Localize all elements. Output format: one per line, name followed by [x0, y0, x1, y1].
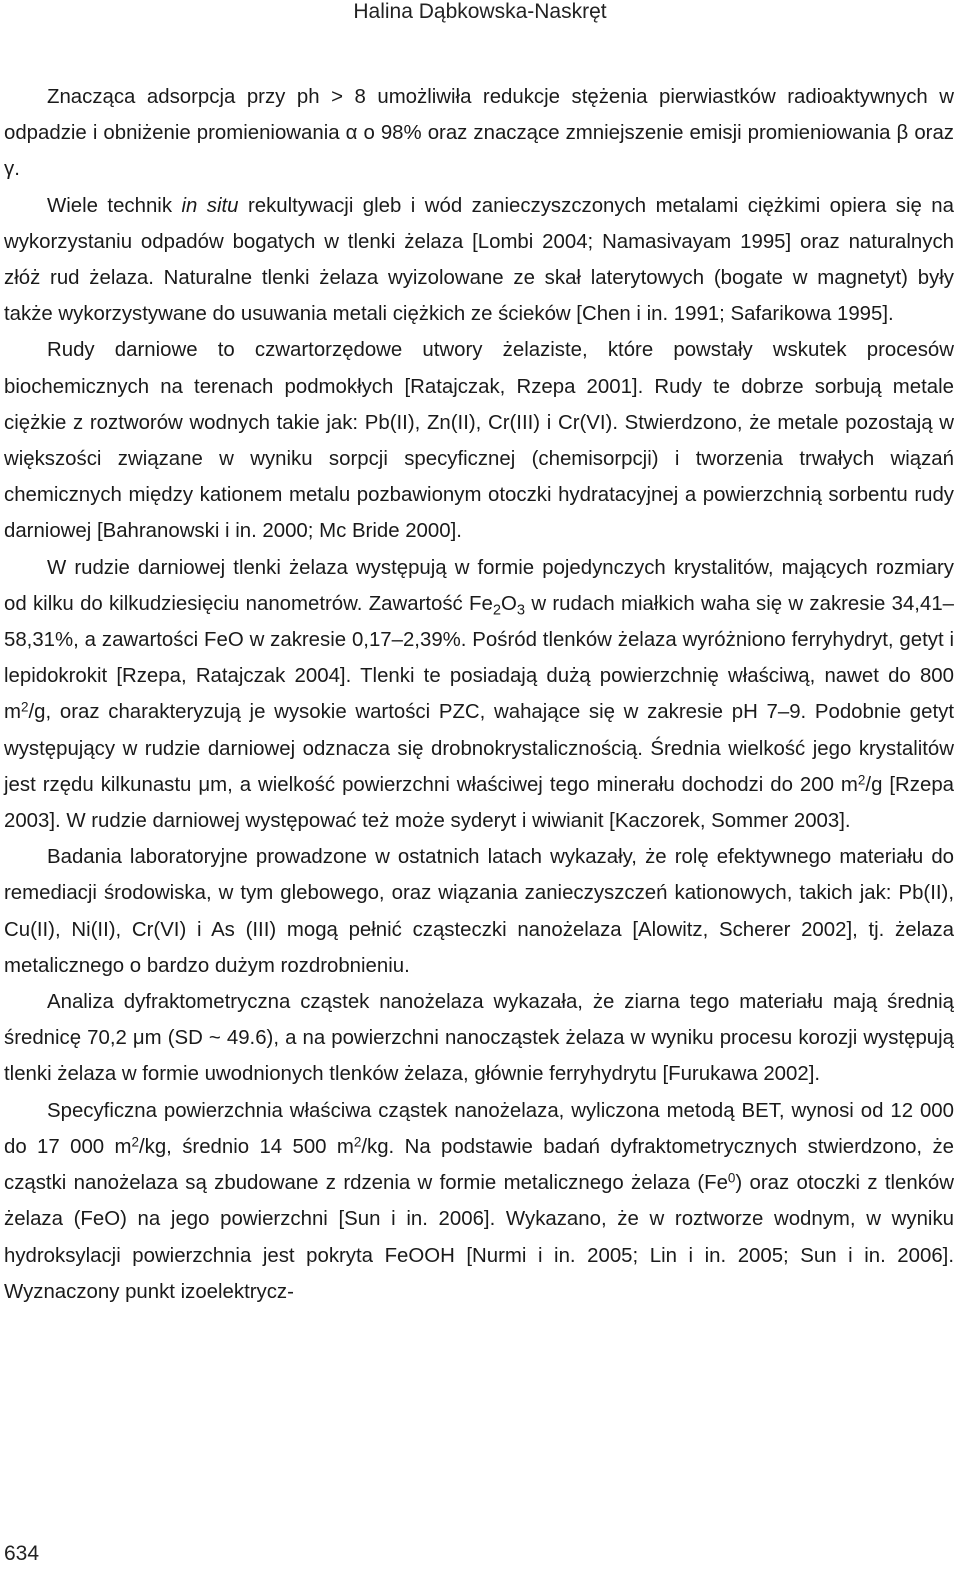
paragraph-in-situ-remediation [4, 188, 954, 333]
text-run: /kg, średnio 14 500 m [138, 1135, 354, 1158]
paragraph-bog-iron-ores: Rudy darniowe to czwartorzędowe utwory żelaziste, które powstały wskutek procesów biochemicznych na terenach podmokłych [Ratajczak, Rzepa 2001]. Rudy te dobrze sorbują metale ciężkie z roztworów wodnych takie jak: Pb(II), Zn(II), Cr(III) i Cr(VI). Stwierdzono, że metale pozostają w większości związane w wyniku sorpcji specyficznej (chemisorpcji) i tworzenia trwałych wiązań chemicznych między kationem metalu pozbawionym otoczki hydratacyjnej a powierzchnią sorbentu rudy darniowej [Bahranowski i in. 2000; Mc Bride 2000]. [4, 339, 954, 543]
text-run: Wiele technik [47, 194, 182, 217]
running-head-author: Halina Dąbkowska-Naskręt [353, 0, 607, 23]
page-number: 634 [4, 1542, 40, 1565]
subscript: 2 [492, 602, 502, 619]
italic-term-in-situ: in situ [181, 194, 239, 217]
paragraph-diffractometric-analysis: Analiza dyfraktometryczna cząstek nanożelaza wykazała, że ziarna tego materiału mają średnią średnicę 70,2 μm (SD ~ 49.6), a na powierzchni nanocząstek żelaza w wyniku procesu korozji występują tlenki żelaza w formie uwodnionych tlenków żelaza, głównie ferryhydrytu [Furukawa 2002]. [4, 991, 954, 1086]
superscript: 2 [131, 1134, 139, 1150]
superscript: 2 [353, 1134, 362, 1150]
text-run: ) oraz otoczki z tlenków żelaza (FeO) na jego powierzchni [Sun i in. 2006]. Wykazano, że w roztworze wodnym, w wyniku hydroksylacji powierzchnia jest pokryta FeOOH [Nurmi i in. 2005; Lin i in. 2005; Sun i in. 2006]. Wyznaczony punkt izoelektrycz- [4, 1172, 954, 1303]
text-run: /g [Rzepa 2003]. W rudzie darniowej występować też może syderyt i wiwianit [Kaczorek, Sommer 2003]. [4, 773, 954, 833]
superscript: 2 [21, 700, 29, 715]
text-run: Specyficzna powierzchnia właściwa cząstek nanożelaza, wyliczona metodą BET, wynosi od 12 000 do 17 000 m [4, 1099, 954, 1158]
paragraph-lab-research: Badania laboratoryjne prowadzone w ostatnich latach wykazały, że rolę efektywnego materiału do remediacji środowiska, w tym glebowego, oraz wiązania zanieczyszczeń kationowych, takich jak: Pb(II), Cu(II), Ni(II), Cr(VI) i As (III) mogą pełnić cząsteczki nanożelaza [Alowitz, Scherer 2002], tj. żelaza metalicznego o bardzo dużym rozdrobnieniu. [4, 846, 954, 977]
paragraph-adsorption: Znacząca adsorpcja przy ph > 8 umożliwiła redukcje stężenia pierwiastków radioaktywnych w odpadzie i obniżenie promieniowania α o 98% oraz znaczące zmniejszenie emisji promieniowania β oraz γ. [4, 86, 954, 181]
paragraph-iron-oxides [4, 550, 954, 840]
text-run: /g, oraz charakteryzują je wysokie wartości PZC, wahające się w zakresie pH 7–9. Podobnie getyt występujący w rudzie darniowej odznacza się drobnokrystalicznością. Średnia wielkość jego krystalitów jest rzędu kilkunastu μm, a wielkość powierzchni właściwej tego minerału dochodzi do 200 m [4, 701, 954, 796]
superscript: 2 [857, 772, 866, 788]
text-run: O [501, 592, 517, 615]
paragraph-specific-surface [4, 1093, 954, 1310]
article-body [4, 79, 954, 1310]
superscript: 0 [727, 1170, 736, 1186]
text-run: w rudach miałkich waha się w zakresie 34,41–58,31%, a zawartości FeO w zakresie 0,17–2,39%. Pośród tlenków żelaza wyróżniono ferryhydryt, getyt i lepidokrokit [Rzepa, Ratajczak 2004]. Tlenki te posiadają dużą powierzchnię właściwą, nawet do 800 m [4, 592, 954, 724]
subscript: 3 [516, 602, 526, 619]
text-run: rekultywacji gleb i wód zanieczyszczonych metalami ciężkimi opiera się na wykorzystaniu odpadów bogatych w tlenki żelaza [Lombi 2004; Namasivayam 1995] oraz naturalnych złóż rud żelaza. Naturalne tlenki żelaza wyizolowane ze skał laterytowych (bogate w magnetyt) były także wykorzystywane do usuwania metali ciężkich ze ścieków [Chen i in. 1991; Safarikowa 1995]. [4, 194, 954, 326]
text-run: /kg. Na podstawie badań dyfraktometrycznych stwierdzono, że cząstki nanożelaza są zbudowane z rdzenia w formie metalicznego żelaza (Fe [4, 1135, 954, 1195]
text-run: W rudzie darniowej tlenki żelaza występują w formie pojedynczych krystalitów, mających rozmiary od kilku do kilkudziesięciu nanometrów. Zawartość Fe [4, 556, 954, 615]
